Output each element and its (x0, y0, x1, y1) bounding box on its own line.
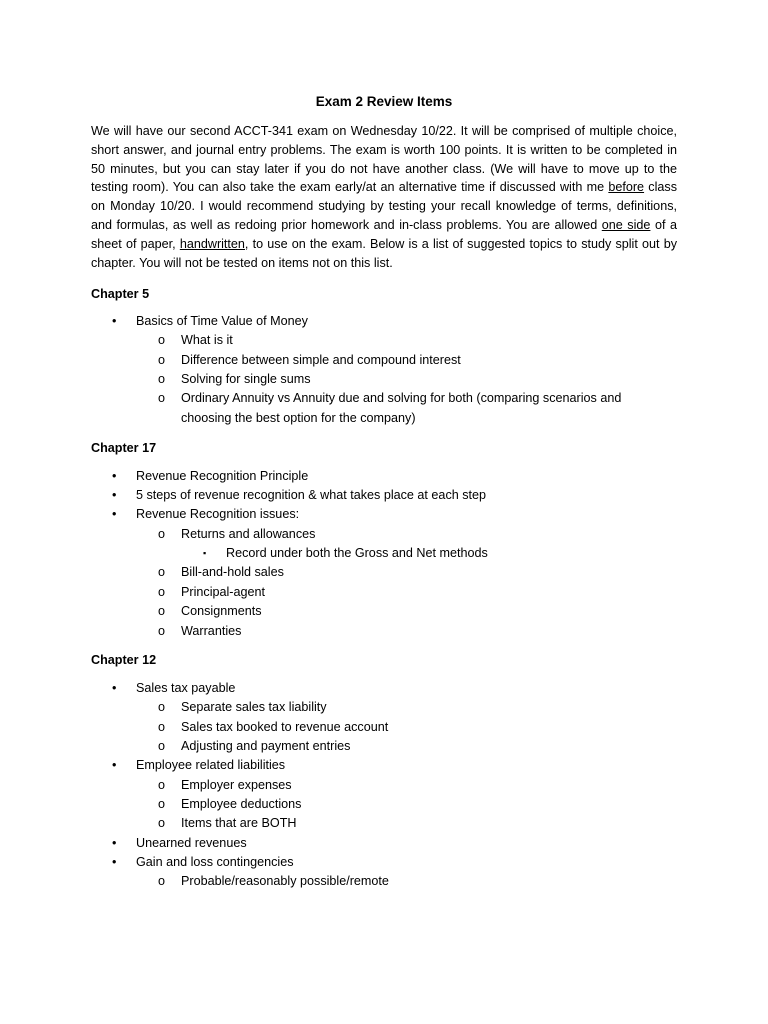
list-item-text: Unearned revenues (136, 835, 247, 850)
circle-marker: o (158, 623, 166, 638)
chapter-17-list (0, 467, 768, 641)
circle-marker: o (158, 816, 166, 831)
sub-list (136, 331, 768, 428)
sub-list-item (136, 351, 768, 370)
bullet-marker: • (112, 314, 117, 328)
list-item-text: Revenue Recognition issues: (136, 507, 300, 522)
square-marker: ▪ (203, 548, 207, 559)
circle-marker: o (158, 565, 166, 580)
intro-text: We will have our second ACCT-341 exam on Wednesday 10/22. It will be comprised of multiple choice, short answer, and journal entry problems. The exam is worth 100 points. It is written to be completed in 50 minutes, but you can stay later if you do not have another class. (We will have to move up to the testing room). You can also take the exam early/at an alternative time if discussed with me (91, 124, 677, 195)
sub-list-item (136, 602, 768, 621)
sub-item-text: Returns and allowances (181, 526, 316, 541)
chapter-5-list (0, 312, 768, 428)
sub-list-item (136, 776, 768, 795)
chapter-heading: Chapter 17 (91, 441, 157, 455)
bullet-marker: • (112, 835, 117, 850)
list-item-text: Employee related liabilities (136, 758, 286, 773)
intro-text: of a sheet of paper, (91, 217, 677, 251)
sub-list-item (136, 331, 768, 350)
list-item (0, 834, 768, 853)
list-item (0, 756, 768, 833)
circle-marker: o (158, 739, 166, 754)
bullet-marker: • (112, 855, 117, 870)
circle-marker: o (158, 333, 166, 348)
sub-list (136, 872, 768, 891)
sub-item-text: Adjusting and payment entries (181, 739, 351, 754)
chapter-12-list (0, 679, 768, 892)
sub-sub-item-text: Record under both the Gross and Net methods (226, 546, 488, 561)
sub-item-text: Probable/reasonably possible/remote (181, 874, 389, 889)
list-item (0, 312, 768, 428)
chapter-heading: Chapter 5 (91, 287, 150, 301)
circle-marker: o (158, 352, 166, 367)
sub-item-text: Consignments (181, 604, 262, 619)
sub-item-text: Sales tax booked to revenue account (181, 719, 389, 734)
circle-marker: o (158, 719, 166, 734)
circle-marker: o (158, 604, 166, 619)
list-item (0, 486, 768, 505)
chapter-heading: Chapter 12 (91, 653, 157, 667)
list-item-text: Gain and loss contingencies (136, 855, 294, 870)
underlined-before: before (608, 180, 645, 195)
sub-item-text: Separate sales tax liability (181, 700, 327, 715)
list-item (0, 467, 768, 486)
sub-item-text: Principal-agent (181, 584, 266, 599)
sub-list-item (136, 718, 768, 737)
circle-marker: o (158, 391, 166, 406)
sub-sub-list-item (181, 544, 768, 563)
list-item-text: Basics of Time Value of Money (136, 314, 308, 328)
list-item-text: Revenue Recognition Principle (136, 469, 309, 483)
sub-list (136, 698, 768, 756)
sub-list-item (136, 622, 768, 641)
sub-item-text: Bill-and-hold sales (181, 565, 284, 580)
list-item-text: Sales tax payable (136, 681, 236, 695)
sub-list (136, 776, 768, 834)
circle-marker: o (158, 777, 166, 792)
sub-list-item (136, 563, 768, 582)
sub-item-text: What is it (181, 333, 233, 348)
list-item (0, 679, 768, 756)
intro-text: class on Monday 10/20. I would recommend studying by testing your recall knowledge of terms, definitions, and formulas, as well as redoing prior homework and in-class problems. You are allowed (91, 180, 677, 232)
circle-marker: o (158, 526, 166, 541)
sub-list-item (136, 814, 768, 833)
document-title: Exam 2 Review Items (315, 94, 453, 109)
sub-item-text: Employer expenses (181, 777, 292, 792)
bullet-marker: • (112, 507, 117, 522)
underlined-handwritten: handwritten, (179, 236, 249, 251)
sub-list-item (136, 583, 768, 602)
sub-item-text: Employee deductions (181, 797, 302, 812)
sub-list-item (136, 698, 768, 717)
list-item-text: 5 steps of revenue recognition & what takes place at each step (136, 488, 487, 503)
bullet-marker: • (112, 681, 117, 695)
underlined-one-side: one side (601, 217, 651, 232)
sub-list-item (136, 525, 768, 564)
sub-list-item (136, 389, 626, 428)
sub-list-item (136, 795, 768, 814)
circle-marker: o (158, 797, 166, 812)
circle-marker: o (158, 874, 166, 889)
bullet-marker: • (112, 469, 117, 483)
sub-list-item (136, 872, 768, 891)
sub-list-item (136, 370, 768, 389)
list-item (0, 853, 768, 892)
list-item (0, 505, 768, 641)
intro-text: to use on the exam. Below is a list of suggested topics to study split out by chapter. You will not be tested on items not on this list. (91, 236, 677, 270)
sub-item-text: Items that are BOTH (181, 816, 297, 831)
sub-list-item (136, 737, 768, 756)
circle-marker: o (158, 584, 166, 599)
bullet-marker: • (112, 758, 117, 773)
sub-list (136, 525, 768, 641)
circle-marker: o (158, 700, 166, 715)
sub-item-text: Solving for single sums (181, 372, 311, 387)
sub-item-text: Difference between simple and compound interest (181, 352, 461, 367)
bullet-marker: • (112, 488, 117, 503)
intro-paragraph (91, 122, 677, 272)
sub-item-text: Ordinary Annuity vs Annuity due and solving for both (comparing scenarios and choosing the best option for the company) (181, 391, 622, 425)
sub-item-text: Warranties (181, 623, 242, 638)
circle-marker: o (158, 372, 166, 387)
sub-sub-list (181, 544, 768, 563)
